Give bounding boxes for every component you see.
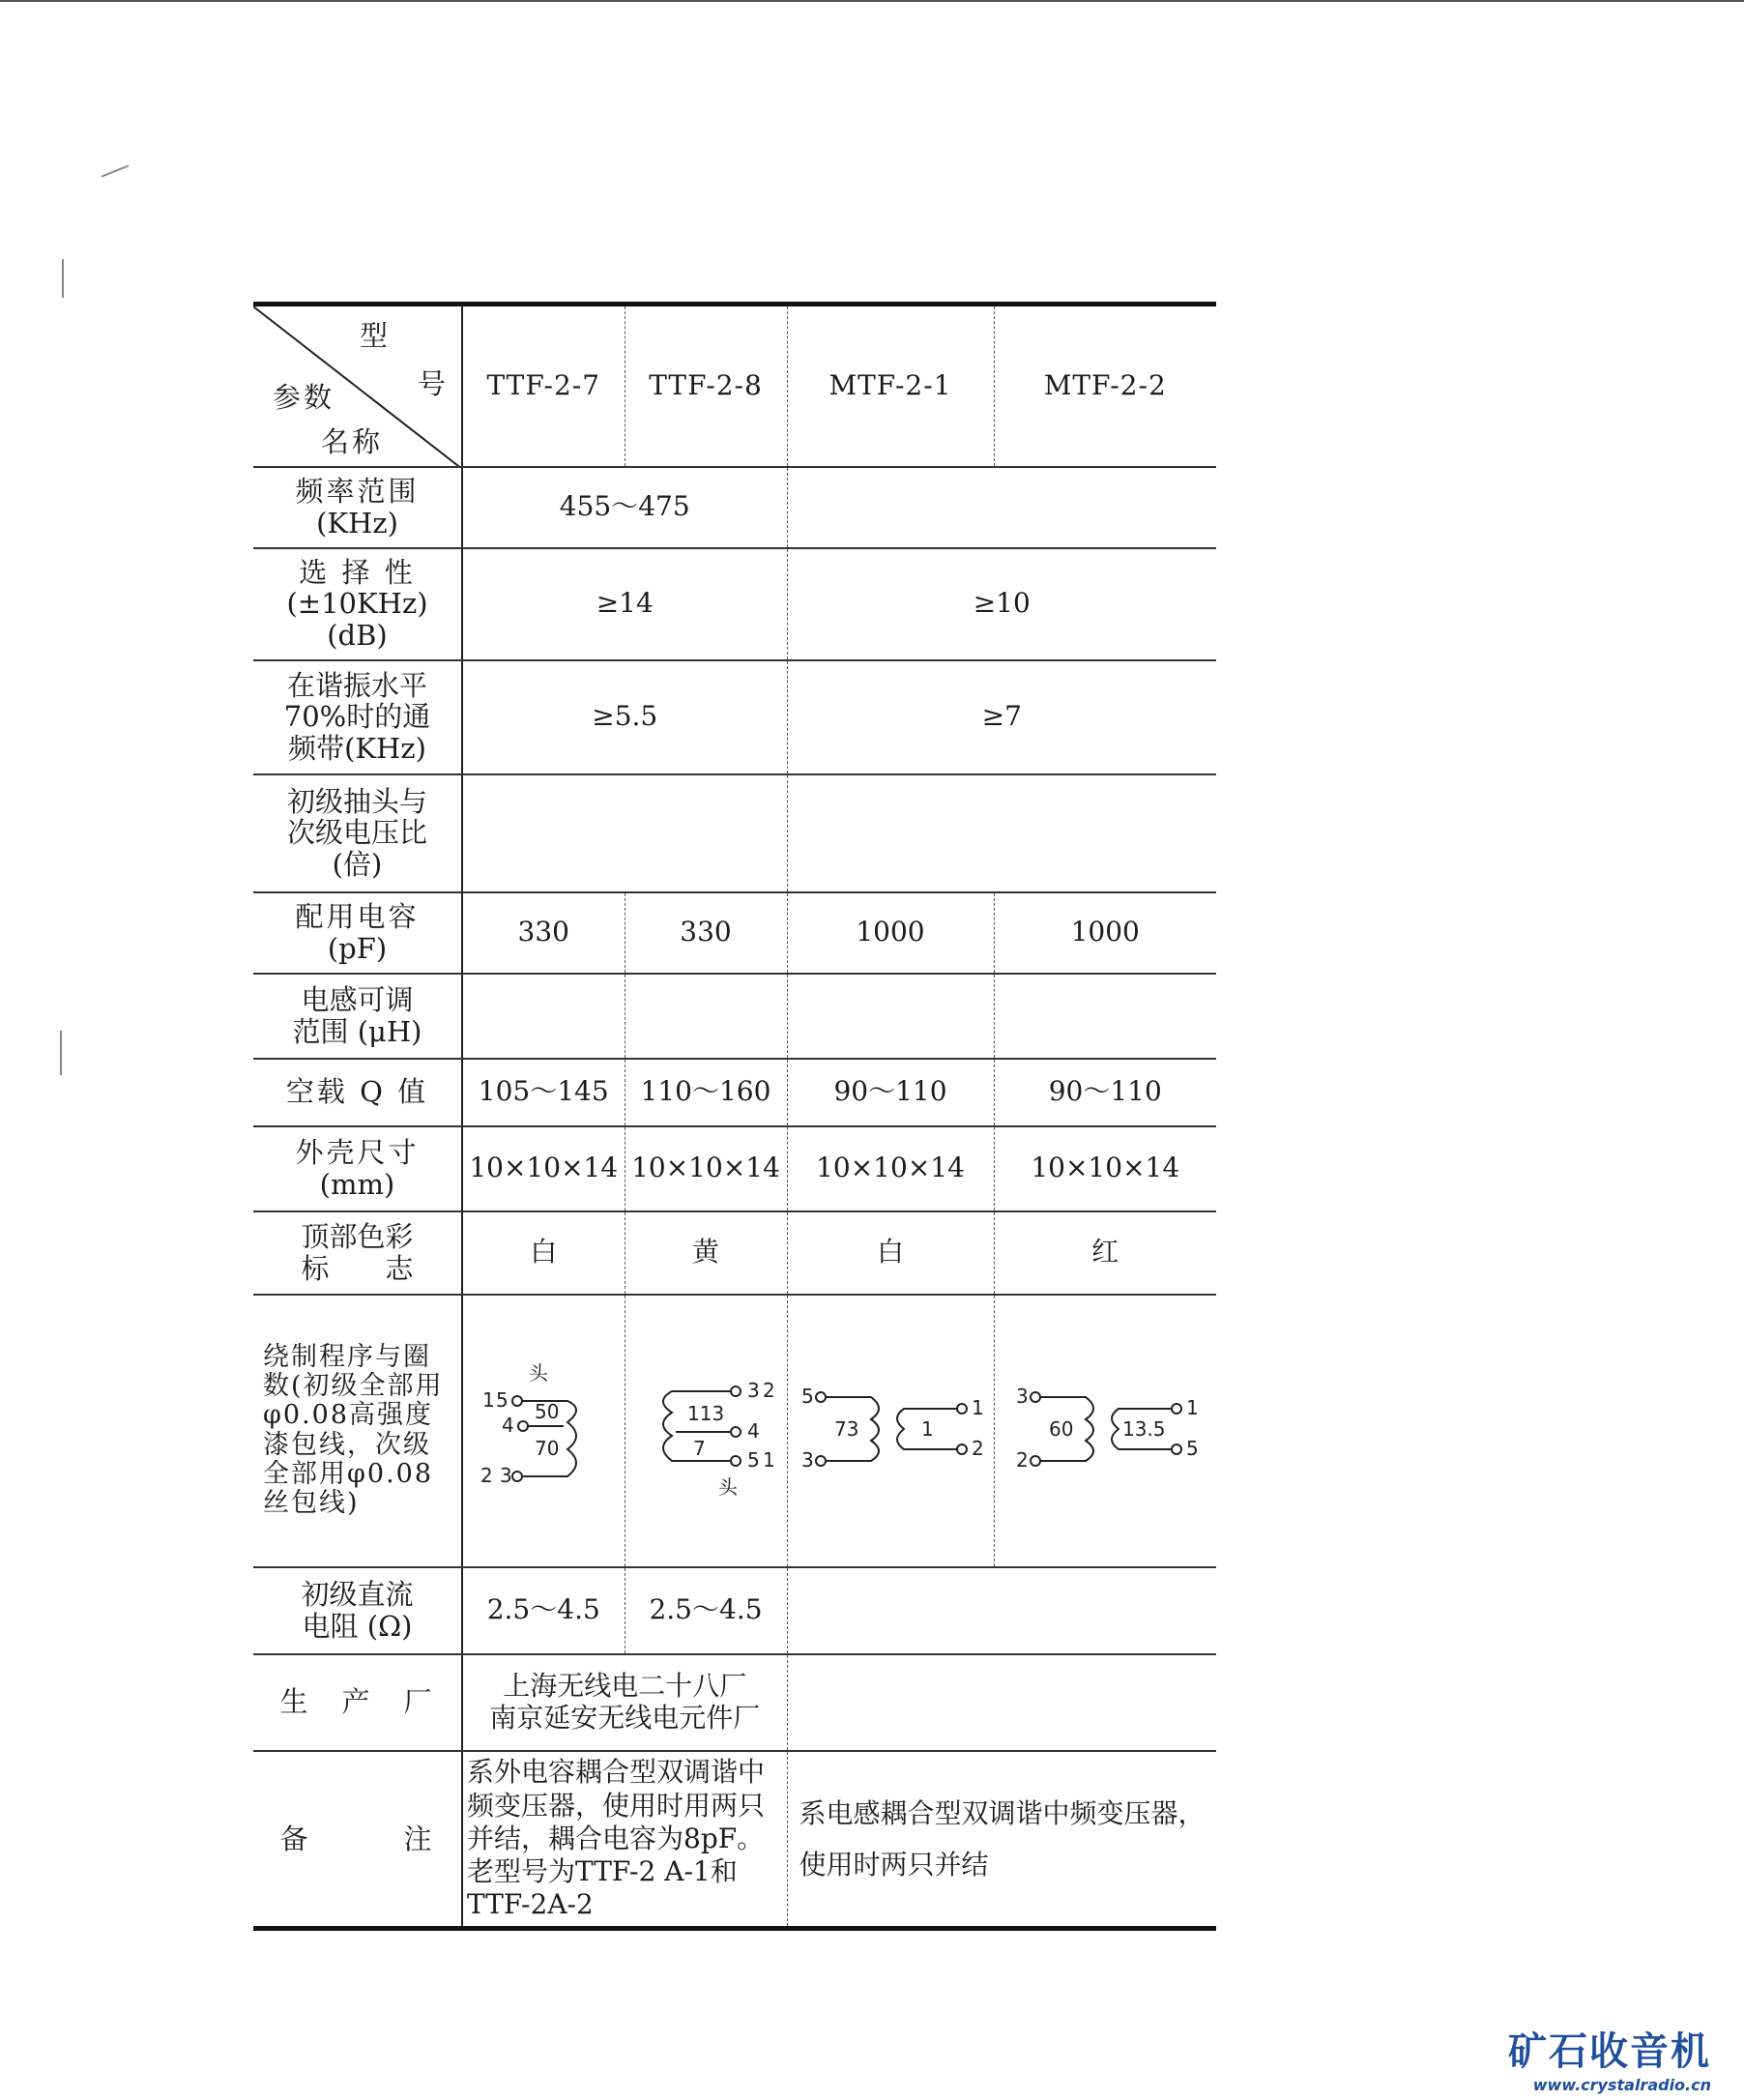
coil-turns-label: 73 — [834, 1416, 859, 1441]
coil-schematic-mtf-2-2 — [1010, 1358, 1200, 1503]
coil-terminal — [518, 1421, 528, 1431]
label-winding: 绕制程序与圈数(初级全部用φ0.08高强度漆包线，次级全部用φ0.08丝包线) — [253, 1295, 462, 1567]
value-color-mtf-2-1: 白 — [787, 1211, 994, 1295]
coil-terminal — [731, 1456, 741, 1466]
label-bandwidth — [253, 660, 462, 774]
label-remarks: 备 注 — [253, 1751, 462, 1929]
coil-schematic-mtf-2-1 — [796, 1358, 985, 1503]
corner-type-label: 型 — [360, 319, 392, 352]
label-voltage-ratio-line1: 初级抽头与 — [286, 784, 427, 818]
label-dc-resistance-line1: 初级直流 — [301, 1578, 414, 1612]
label-case-size-unit: (mm) — [319, 1167, 395, 1201]
row-voltage-ratio — [253, 774, 1216, 892]
value-inductance-mtf-2-1 — [787, 974, 994, 1059]
coil-turns-label: 7 — [693, 1436, 706, 1460]
coil-turns-label: 60 — [1049, 1416, 1074, 1441]
label-case-size — [253, 1126, 462, 1211]
value-capacitance-mtf-2-2: 1000 — [994, 892, 1216, 974]
label-dc-resistance-line2: 电阻 (Ω) — [302, 1609, 413, 1643]
label-inductance — [253, 974, 462, 1059]
coil-terminal — [816, 1456, 826, 1466]
label-voltage-ratio-line2: 次级电压比 — [286, 816, 427, 850]
coil-turns-label: 1 — [921, 1416, 934, 1441]
value-manufacturer-mtf — [787, 1654, 1216, 1751]
value-remarks-mtf: 系电感耦合型双调谐中频变压器，使用时两只并结 — [787, 1751, 1216, 1929]
coil-terminal — [957, 1444, 967, 1454]
coil-pin-label: 5 — [801, 1384, 814, 1408]
spec-sheet — [253, 302, 1216, 1926]
value-capacitance-mtf-2-1: 1000 — [787, 892, 994, 974]
label-top-color-line2: 标 志 — [301, 1251, 414, 1285]
value-frequency-ttf: 455～475 — [462, 467, 787, 548]
row-case-size — [253, 1126, 1216, 1211]
row-selectivity — [253, 548, 1216, 660]
row-remarks — [253, 1751, 1216, 1929]
value-capacitance-ttf-2-7: 330 — [462, 892, 625, 974]
label-top-color — [253, 1211, 462, 1295]
label-selectivity-db: (dB) — [327, 618, 388, 652]
model-header-ttf-2-8: TTF-2-8 — [625, 305, 787, 467]
row-q-value — [253, 1059, 1216, 1126]
if-transformer-spec-table — [253, 302, 1216, 1931]
label-selectivity-text: 选 择 性 — [299, 555, 416, 589]
coil-terminal — [816, 1392, 826, 1402]
coil-pin-label: 3 — [500, 1463, 512, 1487]
value-capacitance-ttf-2-8: 330 — [625, 892, 787, 974]
value-size-mtf-2-1: 10×10×14 — [787, 1126, 994, 1211]
coil-terminal — [512, 1396, 522, 1406]
coil-pin-label: 3 — [801, 1447, 814, 1472]
coil-pin-label: 2 — [480, 1463, 493, 1487]
value-selectivity-mtf: ≥10 — [787, 548, 1216, 660]
value-manufacturer-ttf — [462, 1654, 787, 1751]
row-capacitance — [253, 892, 1216, 974]
watermark-url: www.crystalradio.cn — [1532, 2076, 1711, 2094]
winding-diagram-ttf-2-8 — [625, 1295, 787, 1567]
row-top-color — [253, 1211, 1216, 1295]
scan-speck — [62, 259, 64, 298]
value-size-ttf-2-8: 10×10×14 — [625, 1126, 787, 1211]
coil-turns-label: 70 — [535, 1436, 560, 1460]
scan-speck — [60, 1031, 62, 1075]
value-inductance-ttf-2-7 — [462, 974, 625, 1059]
value-inductance-ttf-2-8 — [625, 974, 787, 1059]
model-header-ttf-2-7: TTF-2-7 — [462, 305, 625, 467]
coil-turns-label: 13.5 — [1122, 1416, 1166, 1441]
label-bandwidth-line3: 频带(KHz) — [288, 731, 426, 765]
scan-speck — [102, 164, 130, 177]
value-color-ttf-2-7: 白 — [462, 1211, 625, 1295]
label-capacitance-text: 配用电容 — [295, 900, 420, 934]
label-voltage-ratio — [253, 774, 462, 892]
coil-pin-label: 2 — [972, 1436, 984, 1460]
value-inductance-mtf-2-2 — [994, 974, 1216, 1059]
label-inductance-line1: 电感可调 — [301, 983, 414, 1017]
winding-diagram-ttf-2-7 — [462, 1295, 625, 1567]
model-header-mtf-2-2: MTF-2-2 — [994, 305, 1216, 467]
row-winding — [253, 1295, 1216, 1567]
coil-terminal — [1031, 1456, 1040, 1466]
winding-diagram-mtf-2-1 — [787, 1295, 994, 1567]
header-corner-cell — [253, 305, 462, 467]
label-frequency-text: 频率范围 — [295, 475, 420, 509]
value-resistance-ttf-2-8: 2.5～4.5 — [625, 1567, 787, 1654]
coil-terminal — [1172, 1444, 1181, 1454]
coil-terminal — [1172, 1404, 1181, 1414]
label-frequency — [253, 467, 462, 548]
value-voltage-ratio-ttf — [462, 774, 787, 892]
value-color-ttf-2-8: 黄 — [625, 1211, 787, 1295]
label-manufacturer: 生 产 厂 — [253, 1654, 462, 1751]
model-header-mtf-2-1: MTF-2-1 — [787, 305, 994, 467]
value-color-mtf-2-2: 红 — [994, 1211, 1216, 1295]
coil-pin-label: 1 — [763, 1447, 775, 1472]
label-case-size-text: 外壳尺寸 — [295, 1136, 420, 1170]
scan-top-edge — [0, 0, 1744, 2]
value-selectivity-ttf: ≥14 — [462, 548, 787, 660]
label-selectivity-unit: (±10KHz) — [286, 587, 428, 621]
winding-diagram-mtf-2-2 — [994, 1295, 1216, 1567]
coil-terminal — [731, 1427, 741, 1437]
coil-terminal — [1031, 1392, 1040, 1402]
row-manufacturer — [253, 1654, 1216, 1751]
value-remarks-ttf: 系外电容耦合型双调谐中频变压器，使用时用两只并结，耦合电容为8pF。老型号为TTF-2 A-1和TTF-2A-2 — [462, 1751, 787, 1929]
corner-name-label: 名称 — [321, 425, 384, 458]
label-capacitance-unit: (pF) — [327, 931, 388, 965]
coil-schematic-ttf-2-7 — [471, 1358, 616, 1503]
label-dc-resistance — [253, 1567, 462, 1654]
value-bandwidth-mtf: ≥7 — [787, 660, 1216, 774]
label-bandwidth-line1: 在谐振水平 — [286, 668, 427, 702]
coil-pin-label: 1 — [972, 1395, 984, 1419]
coil-pin-label: 2 — [1016, 1447, 1029, 1472]
corner-model-label: 号 — [418, 367, 450, 400]
value-voltage-ratio-mtf — [787, 774, 1216, 892]
coil-pin-label: 5 — [1186, 1436, 1199, 1460]
coil-head-mark: 头 — [529, 1360, 549, 1385]
coil-pin-label: 1 — [482, 1387, 495, 1412]
coil-pin-label: 4 — [502, 1413, 514, 1437]
value-q-mtf-2-2: 90～110 — [994, 1059, 1216, 1126]
value-size-mtf-2-2: 10×10×14 — [994, 1126, 1216, 1211]
label-bandwidth-line2: 70%时的通 — [283, 700, 431, 734]
label-inductance-line2: 范围 (μH) — [292, 1014, 422, 1048]
row-frequency — [253, 467, 1216, 548]
manufacturer-shanghai: 上海无线电二十八厂 — [503, 1670, 747, 1703]
header-row — [253, 305, 1216, 467]
coil-pin-label: 5 — [747, 1447, 760, 1472]
label-top-color-line1: 顶部色彩 — [301, 1220, 414, 1254]
row-bandwidth — [253, 660, 1216, 774]
coil-pin-label: 3 — [747, 1378, 760, 1402]
value-q-ttf-2-7: 105～145 — [462, 1059, 625, 1126]
coil-head-mark: 头 — [718, 1474, 738, 1499]
coil-turns-label: 50 — [535, 1399, 560, 1423]
coil-terminal — [731, 1386, 741, 1396]
coil-pin-label: 1 — [1186, 1395, 1199, 1419]
label-voltage-ratio-line3: (倍) — [332, 847, 383, 881]
coil-pin-label: 5 — [496, 1387, 509, 1412]
label-frequency-unit: (KHz) — [316, 506, 398, 540]
coil-pin-label: 2 — [763, 1378, 775, 1402]
coil-terminal — [957, 1404, 967, 1414]
coil-pin-label: 4 — [747, 1418, 760, 1443]
watermark-title: 矿石收音机 — [1508, 2029, 1711, 2074]
coil-turns-label: 113 — [687, 1401, 725, 1425]
label-capacitance — [253, 892, 462, 974]
value-q-mtf-2-1: 90～110 — [787, 1059, 994, 1126]
value-resistance-ttf-2-7: 2.5～4.5 — [462, 1567, 625, 1654]
watermark — [1508, 2021, 1711, 2094]
coil-pin-label: 3 — [1016, 1384, 1029, 1408]
value-q-ttf-2-8: 110～160 — [625, 1059, 787, 1126]
manufacturer-nanjing: 南京延安无线电元件厂 — [489, 1701, 761, 1734]
value-resistance-mtf — [787, 1567, 1216, 1654]
coil-schematic-ttf-2-8 — [633, 1358, 778, 1503]
label-q-value: 空载 Q 值 — [253, 1059, 462, 1126]
value-frequency-mtf — [787, 467, 1216, 548]
label-selectivity — [253, 548, 462, 660]
value-bandwidth-ttf: ≥5.5 — [462, 660, 787, 774]
row-inductance — [253, 974, 1216, 1059]
row-dc-resistance — [253, 1567, 1216, 1654]
coil-terminal — [512, 1472, 522, 1481]
value-size-ttf-2-7: 10×10×14 — [462, 1126, 625, 1211]
corner-params-label: 参数 — [273, 381, 335, 414]
